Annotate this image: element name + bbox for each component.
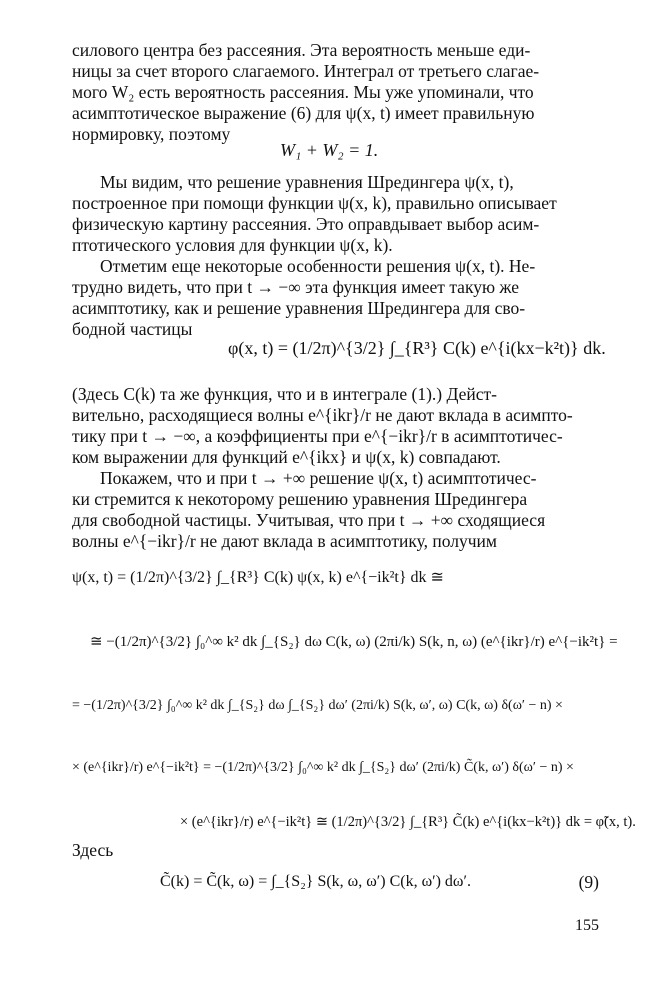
- equation-w-sum: W₁ + W₂ = 1.: [280, 140, 379, 160]
- text-line: птотического условия для функции ψ(x, k).: [72, 235, 393, 255]
- text-line: ком выражении для функций e^{ikx} и ψ(x, k) совпадают.: [72, 447, 501, 467]
- text-line: Мы видим, что решение уравнения Шредингера ψ(x, t),: [100, 172, 514, 192]
- text-line: ницы за счет второго слагаемого. Интеграл от третьего слагае-: [72, 61, 540, 81]
- paragraph-5: [72, 468, 600, 552]
- text-line: мого W₂ есть вероятность рассеяния. Мы уже упоминали, что: [72, 82, 534, 102]
- text-line: для свободной частицы. Учитывая, что при t → +∞ сходящиеся: [72, 510, 546, 530]
- equation-number: (9): [578, 872, 599, 892]
- text-line: тику при t → −∞, а коэффициенты при e^{−ikr}/r в асимптотичес-: [72, 426, 563, 446]
- equation-line-1: ψ(x, t) = (1/2π)^{3/2} ∫_{R³} C(k) ψ(x, k) e^{−ik²t} dk ≅: [72, 569, 444, 586]
- paragraph-3: [72, 256, 600, 340]
- text-line: асимптотическое выражение (6) для ψ(x, t) имеет правильную: [72, 103, 535, 123]
- text-line: физическую картину рассеяния. Это оправдывает выбор асим-: [72, 214, 540, 234]
- text-line: бодной частицы: [72, 319, 193, 339]
- paragraph-4: [72, 384, 600, 468]
- equation-line-3: = −(1/2π)^{3/2} ∫₀^∞ k² dk ∫_{S₂} dω ∫_{S₂} dω′ (2πi/k) S(k, ω′, ω) C(k, ω) δ(ω′ − n) ×: [72, 698, 563, 713]
- equation-line-4: × (e^{ikr}/r) e^{−ik²t} = −(1/2π)^{3/2} ∫₀^∞ k² dk ∫_{S₂} dω′ (2πi/k) C̃(k, ω′) δ(ω′ − n) ×: [72, 760, 574, 775]
- text-line: трудно видеть, что при t → −∞ эта функция имеет такую же: [72, 277, 520, 297]
- page-number: 155: [575, 917, 599, 934]
- text-line: асимптотику, как и решение уравнения Шредингера для сво-: [72, 298, 526, 318]
- equation-c-tilde: C̃(k) = C̃(k, ω) = ∫_{S₂} S(k, ω, ω′) C(k, ω′) dω′.: [160, 873, 471, 890]
- text-line: нормировку, поэтому: [72, 124, 231, 144]
- text-line: (Здесь C(k) та же функция, что и в интеграле (1).) Дейст-: [72, 384, 497, 404]
- here-label: Здесь: [72, 840, 114, 860]
- equation-line-2: ≅ −(1/2π)^{3/2} ∫₀^∞ k² dk ∫_{S₂} dω C(k, ω) (2πi/k) S(k, n, ω) (e^{ikr}/r) e^{−ik²t} =: [90, 634, 618, 650]
- text-line: волны e^{−ikr}/r не дают вклада в асимптотику, получим: [72, 531, 497, 551]
- text-line: вительно, расходящиеся волны e^{ikr}/r не дают вклада в асимпто-: [72, 405, 573, 425]
- equation-phi: φ(x, t) = (1/2π)^{3/2} ∫_{R³} C(k) e^{i(kx−k²t)} dk.: [228, 338, 606, 358]
- text-line: силового центра без рассеяния. Эта вероятность меньше еди-: [72, 40, 531, 60]
- equation-line-5: × (e^{ikr}/r) e^{−ik²t} ≅ (1/2π)^{3/2} ∫_{R³} C̃(k) e^{i(kx−k²t)} dk = φ̃(x, t).: [180, 814, 636, 830]
- text-line: построенное при помощи функции ψ(x, k), правильно описывает: [72, 193, 557, 213]
- paragraph-1: [72, 40, 600, 145]
- text-line: Отметим еще некоторые особенности решения ψ(x, t). Не-: [100, 256, 536, 276]
- paragraph-2: [72, 172, 600, 256]
- text-line: Покажем, что и при t → +∞ решение ψ(x, t) асимптотичес-: [100, 468, 537, 488]
- text-line: ки стремится к некоторому решению уравнения Шредингера: [72, 489, 528, 509]
